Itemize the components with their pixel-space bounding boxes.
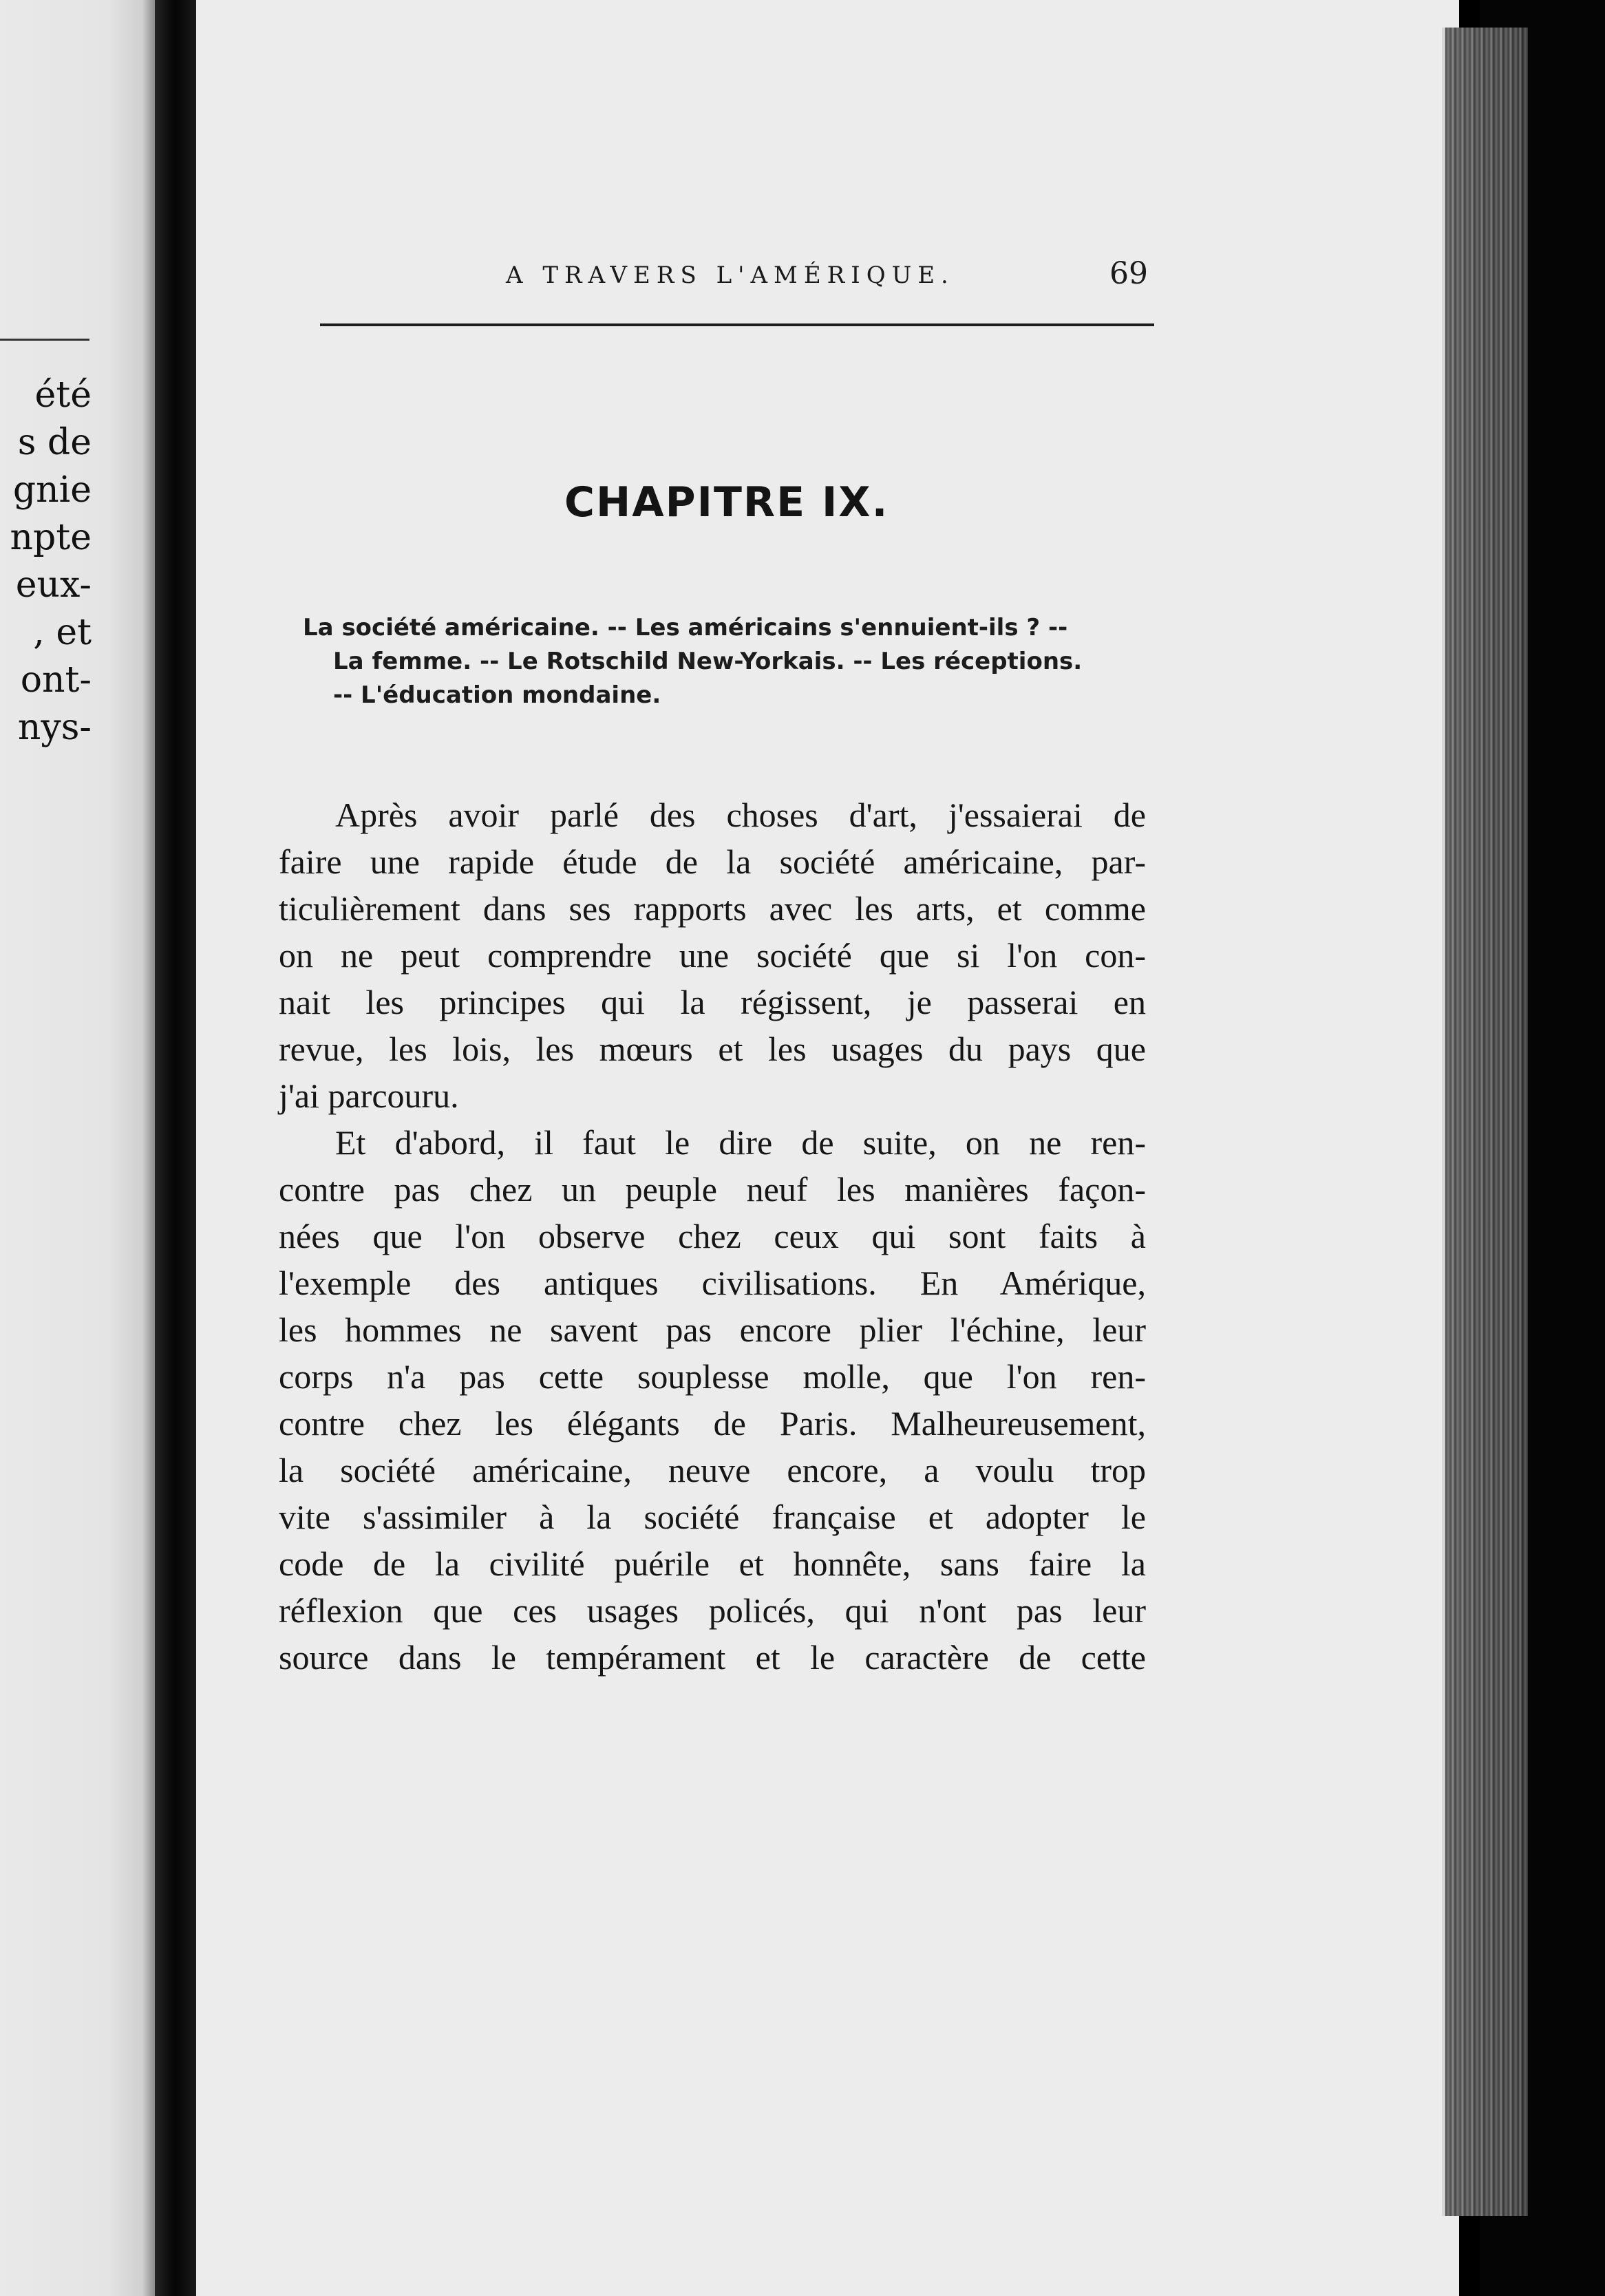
paragraph-1: [279, 791, 1146, 1119]
text-line: nait les principes qui la régissent, je passerai en: [279, 983, 1146, 1021]
page-stack-edge: [1445, 28, 1528, 2216]
left-fragment: été: [34, 374, 92, 416]
text-line: faire une rapide étude de la société américaine, par-: [279, 842, 1146, 881]
text-line: j'ai parcouru.: [279, 1076, 459, 1115]
text-line: vite s'assimiler à la société française et adopter le: [279, 1498, 1146, 1536]
left-page-rule: [0, 339, 89, 341]
text-line: ticulièrement dans ses rapports avec les arts, et comme: [279, 889, 1146, 928]
left-fragment: eux-: [15, 564, 92, 606]
left-facing-page: [0, 0, 155, 2296]
text-line: contre chez les élégants de Paris. Malheureusement,: [279, 1404, 1146, 1443]
text-line: la société américaine, neuve encore, a voulu trop: [279, 1451, 1146, 1489]
left-fragment: ont-: [20, 659, 92, 701]
left-page-text-fragments: [0, 372, 155, 752]
left-fragment: nys-: [17, 707, 92, 748]
left-fragment: , et: [33, 612, 92, 653]
page-number: 69: [1109, 256, 1148, 291]
text-line: nées que l'on observe chez ceux qui sont faits à: [279, 1217, 1146, 1255]
chapter-title: CHAPITRE IX.: [564, 478, 889, 527]
text-line: revue, les lois, les mœurs et les usages du pays que: [279, 1030, 1146, 1068]
left-fragment: npte: [10, 517, 92, 558]
paragraph-2: [279, 1119, 1146, 1681]
text-line: l'exemple des antiques civilisations. En Amérique,: [279, 1264, 1146, 1302]
text-line: Et d'abord, il faut le dire de suite, on ne ren-: [335, 1123, 1146, 1162]
left-fragment: s de: [17, 422, 92, 463]
summary-line: La société américaine. -- Les américains s'ennuient-ils ? --: [303, 614, 1068, 641]
summary-line: -- L'éducation mondaine.: [333, 681, 661, 709]
running-head-title: A TRAVERS L'AMÉRIQUE.: [506, 262, 955, 289]
text-line: contre pas chez un peuple neuf les manières façon-: [279, 1170, 1146, 1209]
book-gutter: [155, 0, 196, 2296]
text-line: on ne peut comprendre une société que si l'on con-: [279, 936, 1146, 975]
text-line: réflexion que ces usages policés, qui n'ont pas leur: [279, 1591, 1146, 1630]
text-line: corps n'a pas cette souplesse molle, que l'on ren-: [279, 1357, 1146, 1396]
left-fragment: gnie: [12, 469, 92, 511]
text-line: les hommes ne savent pas encore plier l'échine, leur: [279, 1310, 1146, 1349]
header-rule: [320, 323, 1154, 326]
text-line: Après avoir parlé des choses d'art, j'essaierai de: [335, 796, 1146, 834]
body-text: [279, 791, 1146, 1681]
chapter-summary: [303, 611, 1156, 712]
text-line: code de la civilité puérile et honnête, sans faire la: [279, 1544, 1146, 1583]
summary-line: La femme. -- Le Rotschild New-Yorkais. -- Les réceptions.: [333, 648, 1083, 675]
text-line: source dans le tempérament et le caractère de cette: [279, 1638, 1146, 1677]
